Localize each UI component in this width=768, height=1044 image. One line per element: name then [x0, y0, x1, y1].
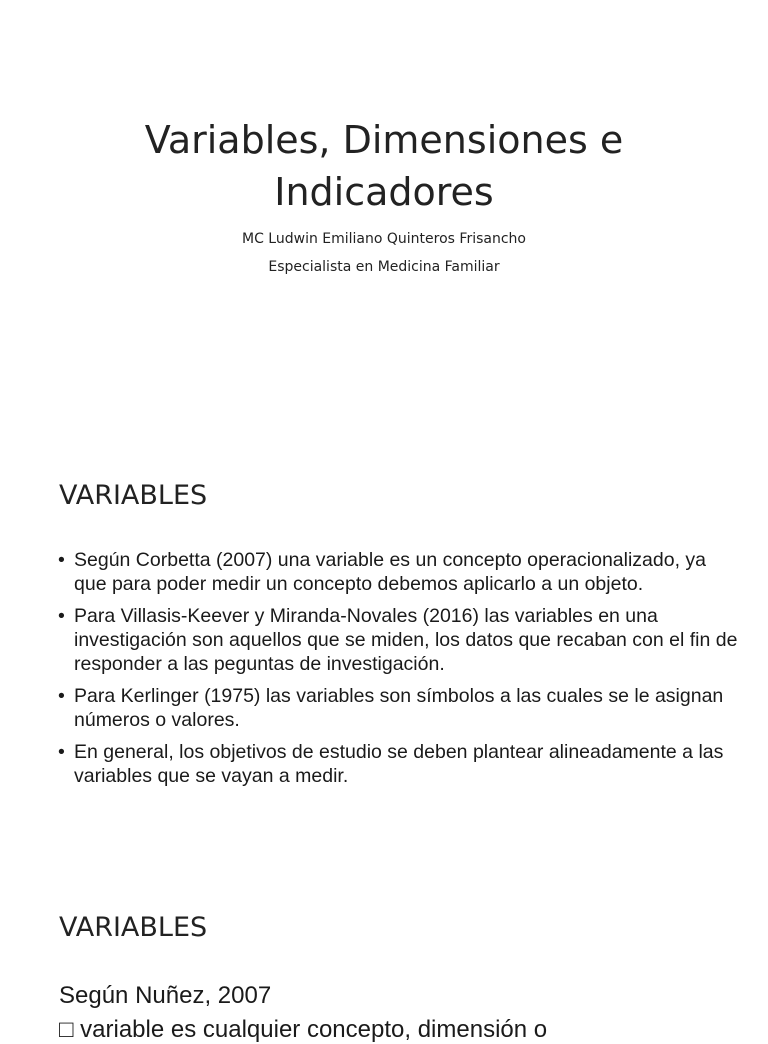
bullet-item: [58, 740, 738, 788]
partial-text-line: □ variable es cualquier concepto, dimensión o: [59, 1016, 548, 1043]
bullet-text: Para Kerlinger (1975) las variables son símbolos a las cuales se le asignan números o valores.: [74, 685, 724, 731]
bullet-icon: •: [58, 741, 65, 763]
bullet-text: Según Corbetta (2007) una variable es un concepto operacionalizado, ya que para poder medir un concepto debemos aplicarlo a un objeto.: [74, 549, 707, 595]
title-line-1: Variables, Dimensiones e: [144, 118, 624, 162]
slide-title: [0, 114, 768, 218]
slide-heading: VARIABLES: [59, 912, 208, 943]
bullet-icon: •: [58, 549, 65, 571]
bullet-icon: •: [58, 605, 65, 627]
variables-slide: [0, 440, 768, 860]
title-slide: [0, 0, 768, 410]
bullet-icon: •: [58, 685, 65, 707]
bullet-text: Para Villasis-Keever y Miranda-Novales (2016) las variables en una investigación son aquellos que se miden, los datos que recaban con el fin de responder a las peguntas de investigación.: [74, 605, 738, 675]
bullet-item: [58, 604, 738, 676]
bullet-item: [58, 548, 738, 596]
bullet-item: [58, 684, 738, 732]
slide-heading: VARIABLES: [59, 480, 208, 511]
bullet-list: [58, 548, 738, 796]
bullet-text: En general, los objetivos de estudio se deben plantear alineadamente a las variables que se vayan a medir.: [74, 741, 724, 787]
variables-slide-2: [0, 880, 768, 1043]
author-role: Especialista en Medicina Familiar: [268, 259, 500, 275]
source-citation: Según Nuñez, 2007: [59, 982, 272, 1009]
title-line-2: Indicadores: [274, 170, 494, 214]
author-name: MC Ludwin Emiliano Quinteros Frisancho: [242, 231, 526, 247]
